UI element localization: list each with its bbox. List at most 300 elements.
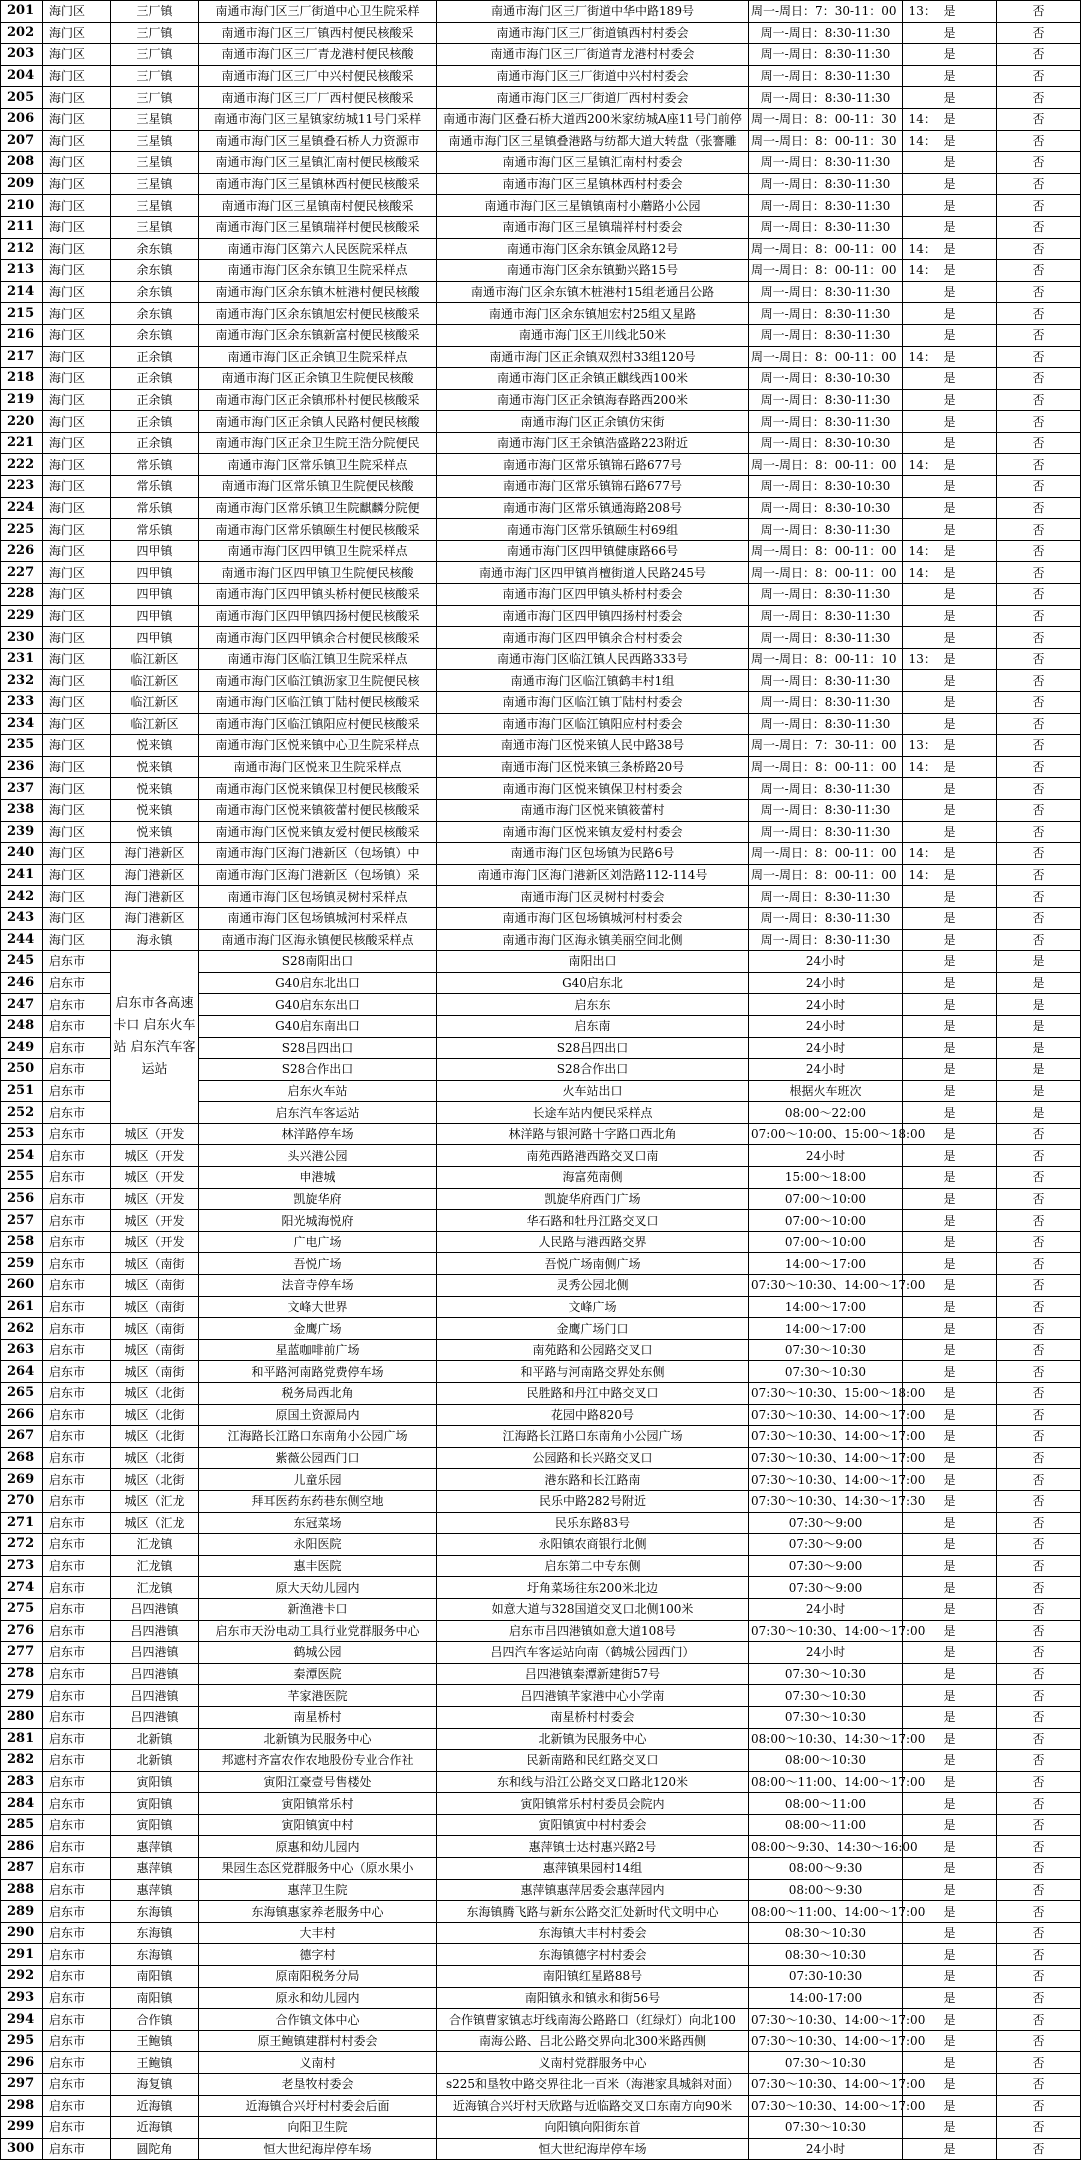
cell-name: 南通市海门区海门港新区（包场镇）中 — [199, 843, 437, 865]
cell-hours: 周一-周日：8：00-11：00 14： — [749, 346, 903, 368]
cell-b: 否 — [997, 1620, 1081, 1642]
cell-district: 启东市 — [43, 2138, 111, 2160]
cell-district: 启东市 — [43, 2117, 111, 2139]
cell-address: 南海公路、吕北公路交界向北300米路西侧 — [437, 2030, 749, 2052]
cell-district: 启东市 — [43, 1750, 111, 1772]
cell-address: 长途车站内便民采样点 — [437, 1102, 749, 1124]
cell-b: 否 — [997, 476, 1081, 498]
cell-no: 231 — [1, 648, 43, 670]
cell-district: 启东市 — [43, 2052, 111, 2074]
cell-no: 250 — [1, 1059, 43, 1081]
cell-b: 否 — [997, 87, 1081, 109]
table-row — [1, 1210, 1081, 1232]
cell-name: 南通市海门区悦来卫生院采样点 — [199, 756, 437, 778]
cell-district: 海门区 — [43, 799, 111, 821]
cell-hours: 08:00～22:00 — [749, 1102, 903, 1124]
cell-a: 是 — [903, 2030, 997, 2052]
cell-address: 惠萍镇果园村14组 — [437, 1858, 749, 1880]
cell-a: 是 — [903, 238, 997, 260]
cell-district: 海门区 — [43, 108, 111, 130]
cell-no: 236 — [1, 756, 43, 778]
cell-address: 南通市海门区王余镇浩盛路223附近 — [437, 432, 749, 454]
cell-hours: 07:00～10:00 — [749, 1231, 903, 1253]
cell-address: 向阳镇向阳街东首 — [437, 2117, 749, 2139]
table-row — [1, 2074, 1081, 2096]
table-row — [1, 648, 1081, 670]
cell-district: 海门区 — [43, 627, 111, 649]
table-row — [1, 540, 1081, 562]
cell-no: 217 — [1, 346, 43, 368]
cell-no: 229 — [1, 605, 43, 627]
cell-hours: 周一-周日：8：00-11：30 14： — [749, 108, 903, 130]
cell-district: 海门区 — [43, 648, 111, 670]
cell-b: 否 — [997, 778, 1081, 800]
cell-b: 否 — [997, 1275, 1081, 1297]
cell-address: 南通市海门区余东镇旭宏村25组又星路 — [437, 303, 749, 325]
cell-name: 南通市海门区三星镇叠石桥人力资源市 — [199, 130, 437, 152]
table-row — [1, 260, 1081, 282]
cell-hours: 24小时 — [749, 951, 903, 973]
cell-no: 209 — [1, 173, 43, 195]
cell-hours: 07:30～10:30、15:00～18:00 — [749, 1383, 903, 1405]
cell-name: 寅阳镇寅中村 — [199, 1814, 437, 1836]
cell-no: 235 — [1, 735, 43, 757]
cell-hours: 08:00～10:30 — [749, 1750, 903, 1772]
cell-address: 东海镇腾飞路与新东公路交汇处新时代文明中心 — [437, 1901, 749, 1923]
table-row — [1, 1922, 1081, 1944]
cell-b: 否 — [997, 670, 1081, 692]
cell-district: 启东市 — [43, 972, 111, 994]
cell-town: 临江新区 — [111, 670, 199, 692]
table-row — [1, 1, 1081, 23]
cell-address: 民乐中路282号附近 — [437, 1490, 749, 1512]
cell-town: 王鲍镇 — [111, 2030, 199, 2052]
table-row — [1, 951, 1081, 973]
cell-address: 南通市海门区临江镇丁陆村村委会 — [437, 692, 749, 714]
cell-no: 256 — [1, 1188, 43, 1210]
cell-hours: 08:30～10:30 — [749, 1922, 903, 1944]
cell-address: 惠萍镇惠萍居委会惠萍园内 — [437, 1879, 749, 1901]
table-row — [1, 735, 1081, 757]
cell-address: s225和垦牧中路交界往北一百米（海港家具城斜对面） — [437, 2074, 749, 2096]
cell-address: 南通市海门区三厂街道镇西村村委会 — [437, 22, 749, 44]
cell-address: 花园中路820号 — [437, 1404, 749, 1426]
cell-district: 海门区 — [43, 864, 111, 886]
cell-name: 南通市海门区临江镇丁陆村便民核酸采 — [199, 692, 437, 714]
cell-name: 紫薇公园西门口 — [199, 1447, 437, 1469]
table-row — [1, 1642, 1081, 1664]
cell-no: 281 — [1, 1728, 43, 1750]
cell-district: 启东市 — [43, 1447, 111, 1469]
cell-name: 林洋路停车场 — [199, 1123, 437, 1145]
cell-district: 海门区 — [43, 476, 111, 498]
cell-no: 300 — [1, 2138, 43, 2160]
cell-hours: 周一-周日：7：30-11：00 13： — [749, 1, 903, 23]
table-row — [1, 2030, 1081, 2052]
cell-address: 南通市海门区临江镇鹤丰村1组 — [437, 670, 749, 692]
cell-district: 启东市 — [43, 1944, 111, 1966]
cell-address: 南通市海门区叠石桥大道西200米家纺城A座11号门前停 — [437, 108, 749, 130]
cell-a: 是 — [903, 1879, 997, 1901]
cell-town: 临江新区 — [111, 692, 199, 714]
cell-address: 民乐东路83号 — [437, 1512, 749, 1534]
cell-a: 是 — [903, 1555, 997, 1577]
cell-district: 启东市 — [43, 951, 111, 973]
cell-address: 南通市海门区包场镇城河村村委会 — [437, 907, 749, 929]
cell-b: 否 — [997, 1771, 1081, 1793]
table-row — [1, 454, 1081, 476]
cell-no: 290 — [1, 1922, 43, 1944]
cell-no: 272 — [1, 1534, 43, 1556]
table-row — [1, 778, 1081, 800]
table-row — [1, 411, 1081, 433]
cell-district: 海门区 — [43, 454, 111, 476]
cell-no: 251 — [1, 1080, 43, 1102]
cell-name: 芊家港医院 — [199, 1685, 437, 1707]
table-row — [1, 605, 1081, 627]
cell-no: 219 — [1, 389, 43, 411]
cell-town: 城区（开发 — [111, 1231, 199, 1253]
cell-address: 南星桥村村委会 — [437, 1706, 749, 1728]
table-row — [1, 281, 1081, 303]
cell-name: 惠萍卫生院 — [199, 1879, 437, 1901]
table-row — [1, 2052, 1081, 2074]
cell-district: 启东市 — [43, 994, 111, 1016]
cell-hours: 07:30～9:00 — [749, 1577, 903, 1599]
cell-town: 悦来镇 — [111, 778, 199, 800]
cell-district: 海门区 — [43, 173, 111, 195]
cell-hours: 07:30～10:30、14:00～17:00 — [749, 1275, 903, 1297]
table-row — [1, 389, 1081, 411]
cell-district: 启东市 — [43, 1793, 111, 1815]
cell-no: 265 — [1, 1383, 43, 1405]
cell-name: 南通市海门区三星镇南村便民核酸采 — [199, 195, 437, 217]
cell-hours: 周一-周日：8：00-11：00 14： — [749, 843, 903, 865]
cell-no: 277 — [1, 1642, 43, 1664]
cell-district: 启东市 — [43, 1426, 111, 1448]
cell-district: 海门区 — [43, 929, 111, 951]
cell-address: 南通市海门区正余镇双烈村33组120号 — [437, 346, 749, 368]
cell-town: 寅阳镇 — [111, 1814, 199, 1836]
cell-no: 215 — [1, 303, 43, 325]
cell-b: 否 — [997, 108, 1081, 130]
cell-b: 否 — [997, 44, 1081, 66]
cell-address: 南通市海门区临江镇人民西路333号 — [437, 648, 749, 670]
cell-b: 否 — [997, 756, 1081, 778]
cell-hours: 07:30-10:30 — [749, 1966, 903, 1988]
cell-no: 214 — [1, 281, 43, 303]
cell-district: 启东市 — [43, 1296, 111, 1318]
cell-name: 近海镇合兴圩村村委会后面 — [199, 2095, 437, 2117]
cell-town: 常乐镇 — [111, 497, 199, 519]
cell-name: 申港城 — [199, 1167, 437, 1189]
cell-town: 余东镇 — [111, 260, 199, 282]
cell-name: 南通市海门区悦来镇保卫村便民核酸采 — [199, 778, 437, 800]
cell-b: 是 — [997, 972, 1081, 994]
cell-no: 285 — [1, 1814, 43, 1836]
cell-town-merged: 启东市各高速卡口 启东火车站 启东汽车客运站 — [111, 951, 199, 1124]
table-row — [1, 584, 1081, 606]
table-row — [1, 1361, 1081, 1383]
table-row — [1, 864, 1081, 886]
cell-no: 288 — [1, 1879, 43, 1901]
cell-name: 原王鲍镇建群村村委会 — [199, 2030, 437, 2052]
cell-hours: 周一-周日：8:30-10:30 — [749, 368, 903, 390]
cell-hours: 24小时 — [749, 1145, 903, 1167]
cell-b: 否 — [997, 1901, 1081, 1923]
table-row — [1, 2138, 1081, 2160]
cell-town: 海门港新区 — [111, 886, 199, 908]
cell-name: 合作镇文体中心 — [199, 2009, 437, 2031]
table-row — [1, 1383, 1081, 1405]
cell-b: 否 — [997, 130, 1081, 152]
cell-b: 否 — [997, 1490, 1081, 1512]
cell-district: 启东市 — [43, 1102, 111, 1124]
cell-a: 是 — [903, 65, 997, 87]
cell-hours: 24小时 — [749, 2138, 903, 2160]
cell-hours: 07:30～10:30、14:30～17:30 — [749, 1490, 903, 1512]
cell-a: 是 — [903, 821, 997, 843]
table-row — [1, 1447, 1081, 1469]
table-row — [1, 1275, 1081, 1297]
cell-a: 是 — [903, 1901, 997, 1923]
table-row — [1, 2117, 1081, 2139]
cell-no: 218 — [1, 368, 43, 390]
cell-address: 吾悦广场南侧广场 — [437, 1253, 749, 1275]
cell-town: 正余镇 — [111, 432, 199, 454]
cell-town: 海门港新区 — [111, 864, 199, 886]
cell-town: 城区（北街 — [111, 1426, 199, 1448]
cell-b: 否 — [997, 713, 1081, 735]
cell-b: 否 — [997, 497, 1081, 519]
table-row — [1, 799, 1081, 821]
cell-district: 海门区 — [43, 432, 111, 454]
cell-name: G40启东东出口 — [199, 994, 437, 1016]
cell-no: 216 — [1, 324, 43, 346]
cell-hours: 周一-周日：8:30-11:30 — [749, 303, 903, 325]
cell-b: 否 — [997, 1145, 1081, 1167]
cell-no: 244 — [1, 929, 43, 951]
table-row — [1, 1879, 1081, 1901]
cell-b: 否 — [997, 1318, 1081, 1340]
cell-b: 否 — [997, 1663, 1081, 1685]
table-row — [1, 1404, 1081, 1426]
cell-address: 南阳出口 — [437, 951, 749, 973]
cell-a: 是 — [903, 929, 997, 951]
cell-district: 海门区 — [43, 886, 111, 908]
cell-hours: 14:00～17:00 — [749, 1318, 903, 1340]
cell-no: 284 — [1, 1793, 43, 1815]
cell-address: 如意大道与328国道交叉口北侧100米 — [437, 1598, 749, 1620]
cell-no: 262 — [1, 1318, 43, 1340]
cell-name: 南通市海门区三厂青龙港村便民核酸 — [199, 44, 437, 66]
cell-b: 否 — [997, 1858, 1081, 1880]
cell-town: 正余镇 — [111, 346, 199, 368]
cell-no: 287 — [1, 1858, 43, 1880]
cell-address: 北新镇为民服务中心 — [437, 1728, 749, 1750]
table-row — [1, 1706, 1081, 1728]
cell-district: 启东市 — [43, 1987, 111, 2009]
cell-town: 寅阳镇 — [111, 1771, 199, 1793]
cell-b: 否 — [997, 1469, 1081, 1491]
table-row — [1, 346, 1081, 368]
cell-town: 城区（南街 — [111, 1275, 199, 1297]
cell-address: 公园路和长兴路交叉口 — [437, 1447, 749, 1469]
cell-name: 南通市海门区正余镇邢朴村便民核酸采 — [199, 389, 437, 411]
cell-a: 是 — [903, 216, 997, 238]
cell-town: 城区（南街 — [111, 1318, 199, 1340]
cell-b: 否 — [997, 1404, 1081, 1426]
cell-no: 241 — [1, 864, 43, 886]
cell-a: 是 — [903, 1339, 997, 1361]
cell-name: 南通市海门区悦来镇中心卫生院采样点 — [199, 735, 437, 757]
cell-a: 是 — [903, 130, 997, 152]
cell-district: 海门区 — [43, 519, 111, 541]
cell-district: 启东市 — [43, 1512, 111, 1534]
cell-a: 是 — [903, 648, 997, 670]
cell-name: 南星桥村 — [199, 1706, 437, 1728]
cell-b: 否 — [997, 2138, 1081, 2160]
cell-district: 启东市 — [43, 1901, 111, 1923]
cell-hours: 周一-周日：8:30-11:30 — [749, 627, 903, 649]
cell-address: 南通市海门区正余镇仿宋街 — [437, 411, 749, 433]
cell-name: 南通市海门区常乐镇颐生村便民核酸采 — [199, 519, 437, 541]
cell-no: 220 — [1, 411, 43, 433]
cell-b: 否 — [997, 1685, 1081, 1707]
cell-a: 是 — [903, 1210, 997, 1232]
cell-a: 是 — [903, 108, 997, 130]
cell-name: 金鹰广场 — [199, 1318, 437, 1340]
cell-name: 南通市海门区余东镇新富村便民核酸采 — [199, 324, 437, 346]
cell-hours: 周一-周日：8:30-11:30 — [749, 886, 903, 908]
cell-address: 南通市海门区悦来镇保卫村村委会 — [437, 778, 749, 800]
table-row — [1, 1793, 1081, 1815]
cell-a: 是 — [903, 1728, 997, 1750]
cell-a: 是 — [903, 1966, 997, 1988]
cell-a: 是 — [903, 324, 997, 346]
cell-town: 三星镇 — [111, 108, 199, 130]
cell-name: 南通市海门区三星镇家纺城11号门采样 — [199, 108, 437, 130]
cell-b: 否 — [997, 22, 1081, 44]
cell-address: 民新南路和民红路交叉口 — [437, 1750, 749, 1772]
cell-hours: 周一-周日：8:30-11:30 — [749, 389, 903, 411]
cell-a: 是 — [903, 1275, 997, 1297]
cell-a: 是 — [903, 2009, 997, 2031]
cell-no: 266 — [1, 1404, 43, 1426]
cell-name: 税务局西北角 — [199, 1383, 437, 1405]
cell-name: 向阳卫生院 — [199, 2117, 437, 2139]
cell-name: 拜耳医药东药巷东侧空地 — [199, 1490, 437, 1512]
cell-hours: 07:30～10:30 — [749, 1361, 903, 1383]
cell-b: 否 — [997, 1383, 1081, 1405]
table-row — [1, 238, 1081, 260]
cell-name: 北新镇为民服务中心 — [199, 1728, 437, 1750]
cell-a: 是 — [903, 713, 997, 735]
cell-no: 227 — [1, 562, 43, 584]
cell-district: 海门区 — [43, 1, 111, 23]
cell-no: 295 — [1, 2030, 43, 2052]
cell-address: 南通市海门区四甲镇肖檀街道人民路245号 — [437, 562, 749, 584]
cell-address: 南通市海门区四甲镇头桥村村委会 — [437, 584, 749, 606]
cell-b: 否 — [997, 195, 1081, 217]
cell-district: 海门区 — [43, 238, 111, 260]
cell-name: 南通市海门区正余镇卫生院采样点 — [199, 346, 437, 368]
cell-address: 华石路和牡丹江路交叉口 — [437, 1210, 749, 1232]
cell-name: 江海路长江路口东南角小公园广场 — [199, 1426, 437, 1448]
cell-hours: 周一-周日：8:30-11:30 — [749, 411, 903, 433]
cell-town: 北新镇 — [111, 1728, 199, 1750]
cell-hours: 周一-周日：8：00-11：00 14： — [749, 540, 903, 562]
cell-district: 海门区 — [43, 346, 111, 368]
cell-b: 否 — [997, 562, 1081, 584]
cell-a: 是 — [903, 389, 997, 411]
cell-no: 201 — [1, 1, 43, 23]
cell-name: 启东火车站 — [199, 1080, 437, 1102]
cell-address: 启东东 — [437, 994, 749, 1016]
cell-no: 274 — [1, 1577, 43, 1599]
cell-address: 恒大世纪海岸停车场 — [437, 2138, 749, 2160]
cell-town: 城区（北街 — [111, 1404, 199, 1426]
cell-town: 悦来镇 — [111, 799, 199, 821]
cell-district: 海门区 — [43, 130, 111, 152]
cell-district: 启东市 — [43, 1663, 111, 1685]
cell-address: 南通市海门区三星镇汇南村村委会 — [437, 152, 749, 174]
cell-name: 永阳医院 — [199, 1534, 437, 1556]
cell-name: 南通市海门区三星镇瑞祥村便民核酸采 — [199, 216, 437, 238]
cell-b: 否 — [997, 1123, 1081, 1145]
cell-address: S28吕四出口 — [437, 1037, 749, 1059]
cell-no: 253 — [1, 1123, 43, 1145]
cell-district: 海门区 — [43, 260, 111, 282]
cell-town: 三星镇 — [111, 130, 199, 152]
cell-district: 启东市 — [43, 1361, 111, 1383]
cell-no: 240 — [1, 843, 43, 865]
cell-district: 海门区 — [43, 843, 111, 865]
cell-hours: 14:00～17:00 — [749, 1253, 903, 1275]
cell-no: 210 — [1, 195, 43, 217]
cell-no: 226 — [1, 540, 43, 562]
cell-town: 城区（开发 — [111, 1188, 199, 1210]
cell-hours: 周一-周日：8:30-11:30 — [749, 324, 903, 346]
cell-address: 东海镇德字村村委会 — [437, 1944, 749, 1966]
cell-no: 283 — [1, 1771, 43, 1793]
cell-no: 204 — [1, 65, 43, 87]
cell-town: 三厂镇 — [111, 22, 199, 44]
cell-town: 近海镇 — [111, 2095, 199, 2117]
cell-address: 南通市海门区悦来镇友爱村村委会 — [437, 821, 749, 843]
cell-a: 是 — [903, 1231, 997, 1253]
cell-a: 是 — [903, 1383, 997, 1405]
table-row — [1, 1145, 1081, 1167]
cell-b: 否 — [997, 627, 1081, 649]
cell-town: 城区（北街 — [111, 1383, 199, 1405]
cell-no: 207 — [1, 130, 43, 152]
cell-name: 鹤城公园 — [199, 1642, 437, 1664]
cell-address: 永阳镇农商银行北侧 — [437, 1534, 749, 1556]
cell-name: 和平路河南路党费停车场 — [199, 1361, 437, 1383]
cell-name: 南通市海门区三厂街道中心卫生院采样 — [199, 1, 437, 23]
cell-no: 232 — [1, 670, 43, 692]
cell-a: 是 — [903, 1296, 997, 1318]
cell-address: 林洋路与银河路十字路口西北角 — [437, 1123, 749, 1145]
cell-name: 南通市海门区三厂中兴村便民核酸采 — [199, 65, 437, 87]
cell-address: 南通市海门区余东镇勤兴路15号 — [437, 260, 749, 282]
cell-town: 吕四港镇 — [111, 1620, 199, 1642]
cell-name: 东冠菜场 — [199, 1512, 437, 1534]
cell-b: 否 — [997, 1577, 1081, 1599]
cell-no: 279 — [1, 1685, 43, 1707]
table-row — [1, 519, 1081, 541]
